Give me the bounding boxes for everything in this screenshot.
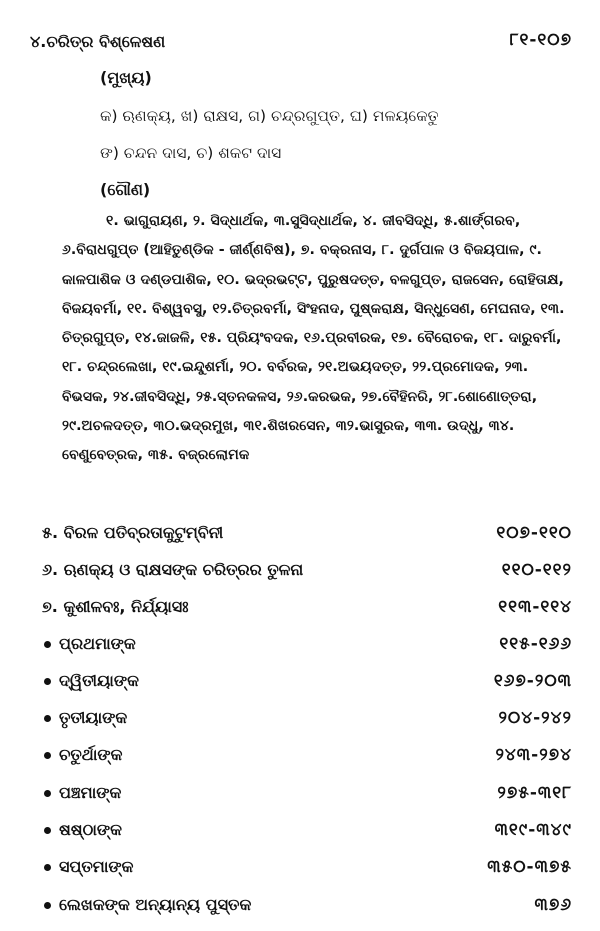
major-heading: (ମୁଖ୍ୟ): [100, 68, 152, 87]
bullet-icon: [44, 678, 51, 685]
minor-characters-text: ୧. ଭାଗୁରାୟଣ, ୨. ସିଦ୍ଧାର୍ଥକ, ୩.ସୁସିଦ୍ଧାର୍ଥକ, ୪. ଜୀବସିଦ୍ଧି, ୫.ଶାର୍ଙ୍ଗରବ, ୬.ବିରାଧଗୁପ୍ତ (ଆହିତୁଣ୍ଡିକ - ଜୀର୍ଣ୍ଣବିଷ), ୭. ବକ୍ରନାସ, ୮. ଦୁର୍ଗପାଳ ଓ ବିଜୟପାଳ, ୯. କାଳପାଶିକ ଓ ଦଣ୍ଡପାଶିକ, ୧୦. ଭଦ୍ରଭଟ୍ଟ, ପୁରୁଷଦତ୍ତ, ବଳଗୁପ୍ତ, ରାଜସେନ, ରୋହିତାକ୍ଷ, ବିଜୟବର୍ମା, ୧୧. ବିଶ୍ୱବସୁ, ୧୨.ଚିତ୍ରବର୍ମା, ସିଂହନାଦ, ପୁଷ୍କରାକ୍ଷ, ସିନ୍ଧୁସେଣ, ମେଘନାଦ, ୧୩. ଚିତ୍ରଗୁପ୍ତ, ୧୪.ଜାଜଳି, ୧୫. ପ୍ରିୟଂବଦକ, ୧୬.ପ୍ରବୀରକ, ୧୭. ବୈରୋଚକ, ୧୮. ଦାରୁବର୍ମା, ୧୮. ଚନ୍ଦ୍ରଲେଖା, ୧୯.ଇନ୍ଦୁଶର୍ମା, ୨୦. ବର୍ବରକ, ୨୧.ଅଭୟଦତ୍ତ, ୨୨.ପ୍ରମୋଦକ, ୨୩. ବିଭସକ, ୨୪.ଜୀବସିଦ୍ଧି, ୨୫.ସ୍ତନକଳସ, ୨୬.କରଭକ, ୨୭.ବୈହିନରି, ୨୮.ଶୋଣୋତ୍ତରା, ୨୯.ଅଚଳଦତ୍ତ, ୩୦.ଭଦ୍ରମୁଖ, ୩୧.ଶିଖରସେନ, ୩୨.ଭାସୁରକ, ୩୩. ଉଦ୍ଧୁ, ୩୪. ବେଣୁବେତ୍ରକ, ୩୫. ବଜ୍ରଲୋମକ: [62, 213, 565, 464]
entry-pages: ୩୭୬: [534, 895, 572, 915]
entry-pages: ୩୫୦-୩୭୫: [487, 857, 572, 877]
entry-label: ଷଷ୍ଠାଙ୍କ: [59, 820, 123, 839]
entry-label: ୫. ବିରଳ ପତିବ୍ରତାକୁଟୁମ୍ବିନୀ: [42, 523, 224, 542]
entry-pages: ୨୦୪-୨୪୨: [498, 708, 572, 728]
minor-heading: (ଗୌଣ): [100, 180, 151, 199]
entry-label: ପ୍ରଥମାଙ୍କ: [59, 634, 136, 653]
bullet-icon: [44, 827, 51, 834]
bullet-icon: [44, 902, 51, 909]
entry-pages: ୧୬୭-୨୦୩: [493, 671, 572, 691]
entry-label: ଦ୍ୱିତୀୟାଙ୍କ: [59, 671, 139, 690]
entry-pages: ୧୧୫-୧୬୬: [499, 634, 572, 654]
entry-pages: ୩୧୯-୩୪୯: [494, 820, 572, 840]
section-4-title: ୪.ଚରିତ୍ର ବିଶ୍ଳେଷଣ: [30, 32, 166, 51]
entry-label: ପଞ୍ଚମାଙ୍କ: [59, 783, 122, 802]
entry-pages: ୨୪୩-୨୭୪: [495, 745, 572, 765]
bullet-icon: [44, 715, 51, 722]
section-4-pages: ୮୧-୧୦୭: [509, 30, 572, 50]
major-characters-line-2: ଙ) ଚନ୍ଦନ ଦାସ, ଚ) ଶକଟ ଦାସ: [100, 144, 282, 162]
entry-label: ଚତୁର୍ଥାଙ୍କ: [59, 745, 123, 764]
bullet-icon: [44, 641, 51, 648]
bullet-icon: [44, 864, 51, 871]
entry-label: ୭. କୁଶୀଳବଃ, ନିର୍ଯ୍ୟାସଃ: [42, 597, 189, 616]
entry-pages: ୧୧୦-୧୧୨: [501, 560, 572, 580]
major-characters-line-1: କ) ଋଣକ୍ୟ, ଖ) ରାକ୍ଷସ, ଗ) ଚନ୍ଦ୍ରଗୁପ୍ତ, ଘ) ମଳୟକେତୁ: [100, 107, 439, 125]
entry-label: ସପ୍ତମାଙ୍କ: [59, 857, 134, 876]
minor-characters-paragraph: [62, 207, 576, 471]
bullet-icon: [44, 790, 51, 797]
bullet-icon: [44, 752, 51, 759]
entry-pages: ୨୭୫-୩୧୮: [497, 783, 572, 803]
entry-label: ତୃତୀୟାଙ୍କ: [59, 708, 128, 727]
entry-pages: ୧୦୭-୧୧୦: [496, 523, 572, 543]
entry-label: ୬. ଋଣକ୍ୟ ଓ ରାକ୍ଷସଙ୍କ ଚରିତ୍ରର ତୁଳନା: [42, 560, 304, 579]
entry-pages: ୧୧୩-୧୧୪: [498, 597, 572, 617]
entry-label: ଲେଖକଙ୍କ ଅନ୍ୟାନ୍ୟ ପୁସ୍ତକ: [59, 895, 252, 914]
